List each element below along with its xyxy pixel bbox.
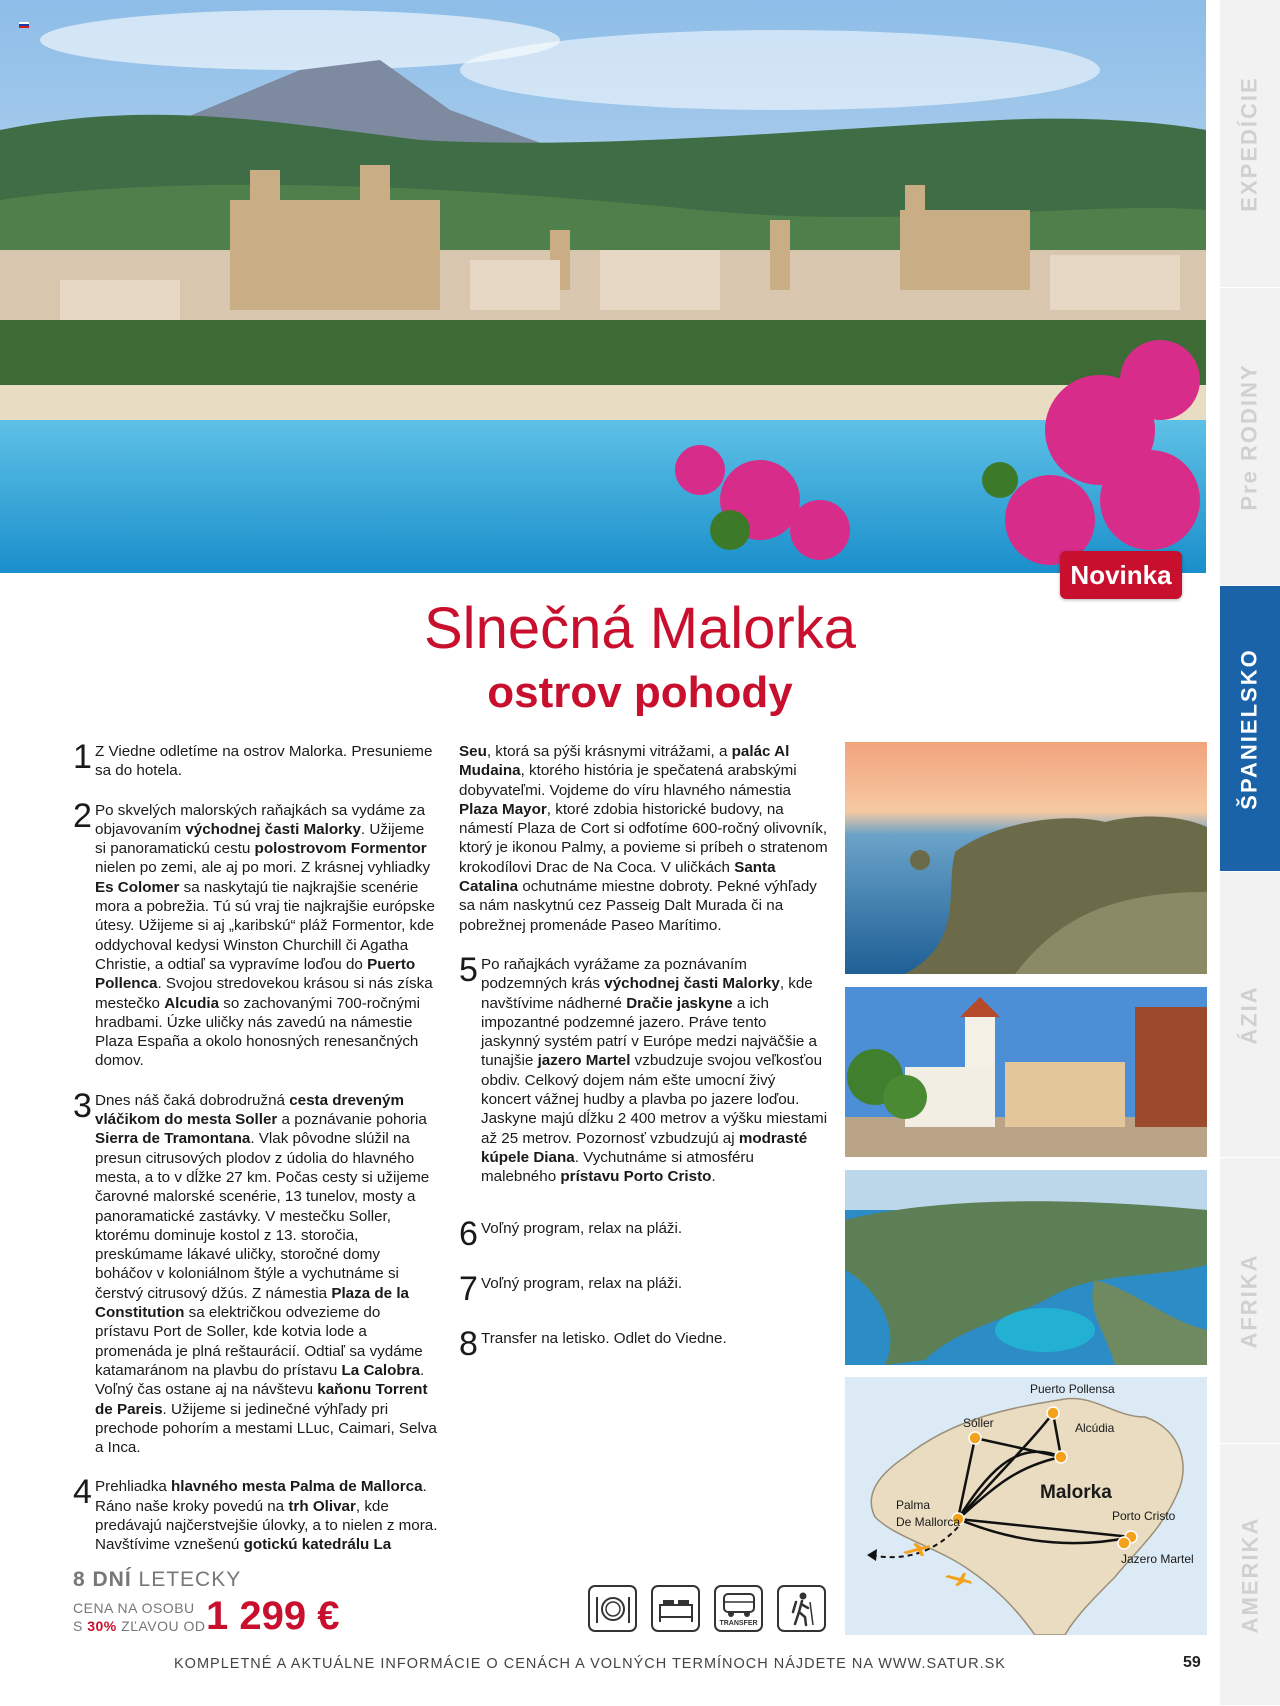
map-label-island: Malorka xyxy=(1040,1482,1112,1503)
itinerary-column-1 xyxy=(73,738,438,1575)
map-label-alcudia: Alcúdia xyxy=(1075,1421,1115,1435)
day-8 xyxy=(459,1325,829,1364)
day-number: 3 xyxy=(73,1086,92,1125)
day-text: Prehliadka hlavného mesta Palma de Mallorca. Ráno naše kroky povedú na trh Olivar, kde predávajú najčerstvejšie úlovky, a to nielen z mora. Navštívime vznešenú gotickú katedrálu La xyxy=(95,1478,438,1554)
tab-afrika[interactable]: AFRIKA xyxy=(1220,1158,1280,1444)
day-text: Voľný program, relax na pláži. xyxy=(481,1219,683,1237)
tab-amerika[interactable]: AMERIKA xyxy=(1220,1444,1280,1706)
day-4 xyxy=(73,1473,438,1554)
day-text: Z Viedne odletíme na ostrov Malorka. Presunieme sa do hotela. xyxy=(95,743,433,780)
day-7 xyxy=(459,1269,829,1308)
map-label-puerto-pollensa: Puerto Pollensa xyxy=(1030,1382,1115,1396)
day-number: 8 xyxy=(459,1325,478,1364)
flag-icon xyxy=(19,22,29,28)
day-number: 7 xyxy=(459,1269,478,1308)
day-2 xyxy=(73,796,438,1071)
meals-icon xyxy=(588,1585,637,1632)
tab-azia[interactable]: ÁZIA xyxy=(1220,872,1280,1158)
day-1 xyxy=(73,738,438,781)
day-3 xyxy=(73,1086,438,1458)
map-label-palma: Palma xyxy=(896,1498,931,1512)
day-4-continued: Seu, ktorá sa pýši krásnymi vitrážami, a palác Al Mudaina, ktorého história je spečatená arabskými dobyvateľmi. Vojdeme do víru hlavného námestia Plaza Mayor, ktoré zdobia historické budovy, na námestí Plaza de Cort si odfotíme 600-ročný olivovník, ktorý je ikonou Palmy, a povieme si príbeh o stratenom krokodílovi Drac de Na Coca. V uličkách Santa Catalina ochutnáme miestne dobroty. Pekné výhľady sa nám naskytnú cez Passeig Dalt Murada či na pobrežnej promenáde Paseo Marítimo. xyxy=(459,743,828,934)
trip-duration: 8 DNÍ LETECKY xyxy=(73,1568,242,1591)
day-6 xyxy=(459,1214,829,1253)
day-number: 1 xyxy=(73,738,92,776)
novinka-badge: Novinka xyxy=(1060,551,1182,599)
day-number: 4 xyxy=(73,1473,92,1512)
page-title: Slnečná Malorka xyxy=(424,596,856,661)
map-label-palma-2: De Mallorca xyxy=(896,1515,961,1529)
footer-info: KOMPLETNÉ A AKTUÁLNE INFORMÁCIE O CENÁCH A VOLNÝCH TERMÍNOCH NÁJDETE NA WWW.SATUR.SK xyxy=(174,1656,1006,1672)
tab-expedicie[interactable]: EXPEDÍCIE xyxy=(1220,0,1280,288)
hiking-icon xyxy=(777,1585,826,1632)
map-label-porto-cristo: Porto Cristo xyxy=(1112,1509,1176,1523)
discount-label: S 30% ZĽAVOU OD xyxy=(73,1618,206,1634)
page-subtitle: ostrov pohody xyxy=(487,668,793,717)
day-text: Transfer na letisko. Odlet do Viedne. xyxy=(481,1330,727,1348)
tab-pre-rodiny[interactable]: Pre RODINY xyxy=(1220,288,1280,586)
page-number: 59 xyxy=(1183,1654,1201,1671)
photo-coastline xyxy=(845,1170,1207,1365)
transfer-label: TRANSFER xyxy=(719,1620,758,1627)
day-number: 2 xyxy=(73,796,92,835)
photo-formentor xyxy=(845,742,1207,974)
day-text: Dnes náš čaká dobrodružná cesta dreveným vláčikom do mesta Soller a poznávanie pohoria Sierra de Tramontana. Vlak pôvodne slúžil na presun citrusových plodov z údolia do hlavného mesta, a to v dĺžke 27 km. Počas cesty si užijeme čarovné malorské scenérie, 13 tunelov, mosty a panoramatické zastávky. V mestečku Soller, ktorému dominuje kostol z 13. storočia, preskúmame lákavé uličky, storočné domy boháčov v koloniálnom štýle a vychutnáme si čerstvý citrusový džús. Z námestia Plaza de la Constitution sa električkou odvezieme do prístavu Port de Soller, kde kotvia lode a promenáda je plná reštaurácií. Odtiaľ sa vydáme katamaránom na plavbu do prístavu La Calobra. Voľný čas ostane aj na návštevu kaňonu Torrent de Pareis. Užijeme si jedinečné výhľady pri prechode pohorím a mestami LLuc, Caimari, Selva a Inca. xyxy=(95,1091,437,1457)
itinerary-column-2 xyxy=(459,742,829,1368)
day-text: Voľný program, relax na pláži. xyxy=(481,1274,683,1292)
tab-spanielsko[interactable]: ŠPANIELSKO xyxy=(1220,586,1280,872)
route-map xyxy=(845,1377,1207,1635)
map-label-jazero-martel: Jazero Martel xyxy=(1121,1552,1194,1566)
map-label-soller: Sóller xyxy=(963,1416,994,1430)
day-number: 5 xyxy=(459,950,478,989)
photo-alcudia-square xyxy=(845,987,1207,1157)
day-5 xyxy=(459,950,829,1187)
price-label: CENA NA OSOBU xyxy=(73,1600,195,1616)
price-amount: 1 299 € xyxy=(206,1594,340,1638)
hero-photo xyxy=(0,0,1206,573)
service-icons xyxy=(588,1585,826,1632)
hero-illustration xyxy=(0,0,1206,573)
bed-icon xyxy=(651,1585,700,1632)
day-text: Po skvelých malorských raňajkách sa vydáme za objavovaním východnej časti Malorky. Užijeme si panoramatickú cestu polostrovom Formentor nielen po zemi, ale aj po mori. Z krásnej vyhliadky Es Colomer sa naskytajú tie najkrajšie scenérie mora a pobrežia. Tú sú vraj tie najkrajšie európske útesy. Užijeme si aj „karibskú“ pláž Formentor, kde oddychoval kedysi Winston Churchill či Agatha Christie, a odtiaľ sa vypravíme loďou do Puerto Pollenca. Svojou stredovekou krásou si nás získa mestečko Alcudia so zachovanými 700-ročnými hradbami. Úzke uličky nás zavedú na námestie Plaza España a okolo honosných renesančných domov. xyxy=(95,801,435,1070)
day-number: 6 xyxy=(459,1214,478,1253)
bus-icon xyxy=(714,1585,763,1632)
day-text: Po raňajkách vyrážame za poznávaním podzemných krás východnej časti Malorky, kde navštívime nádherné Dračie jaskyne a ich impozantné podzemné jazero. Práve tento jaskynný systém patrí v Európe medzi najväčšie a tunajšie jazero Martel vzbudzuje svojou veľkosťou obdiv. Celkový dojem nám ešte umocní živý koncert vážnej hudby a plavba po jazere loďou. Jaskyne majú dĺžku 2 400 metrov a výšku miestami až 25 metrov. Pozornosť vzbudzujú aj modrasté kúpele Diana. Vychutnáme si atmosféru malebného prístavu Porto Cristo. xyxy=(481,955,828,1186)
